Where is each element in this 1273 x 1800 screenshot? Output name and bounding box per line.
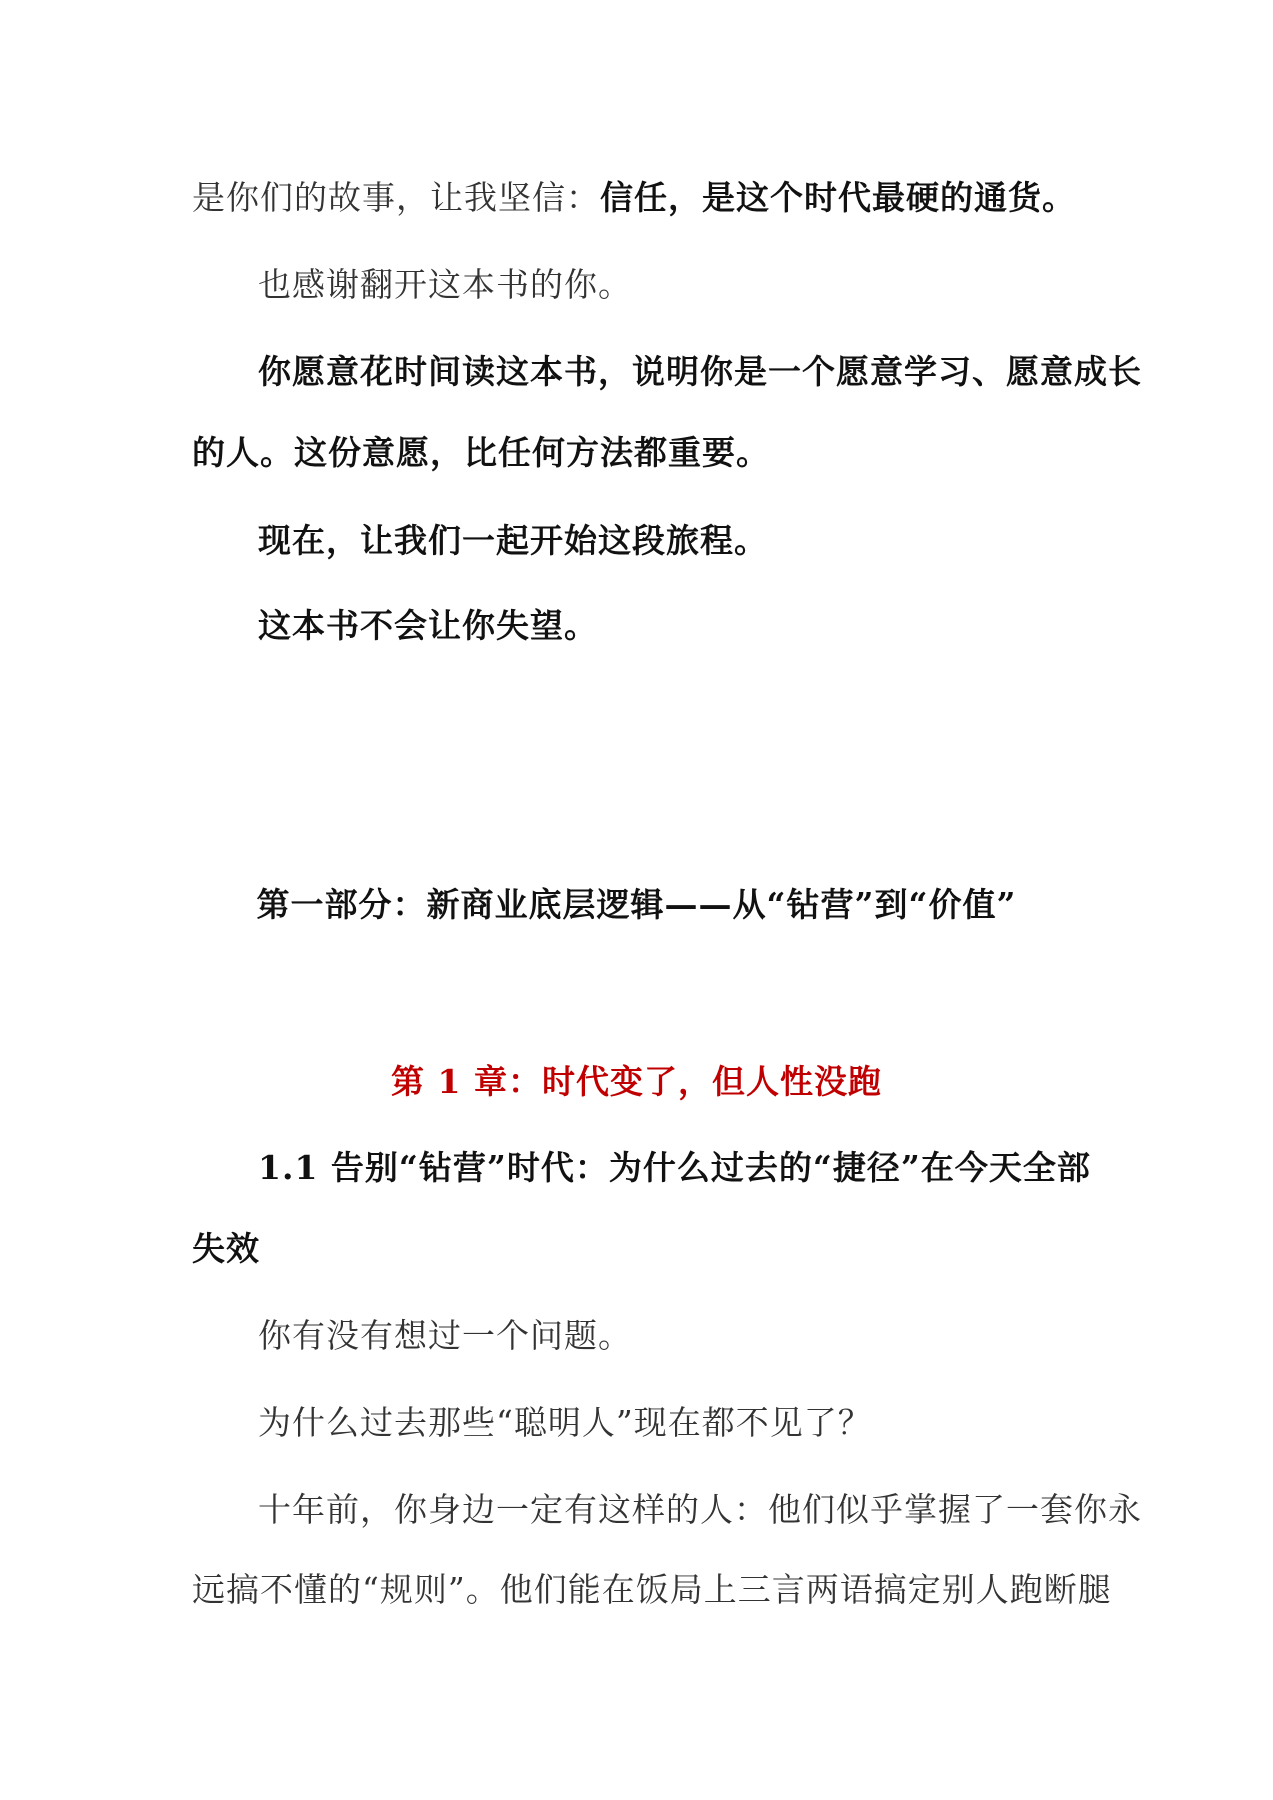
section-title-line1: 1.1 告别“钻营”时代：为什么过去的“捷径”在今天全部: [258, 1148, 1091, 1187]
paragraph-no-disappoint: 这本书不会让你失望。: [258, 606, 598, 645]
paragraph-trust: [192, 176, 1076, 220]
paragraph-trust-emphasis: 信任，是这个时代最硬的通货。: [600, 178, 1076, 217]
paragraph-willing-line2: 的人。这份意愿，比任何方法都重要。: [192, 433, 770, 472]
paragraph-thanks-reader: 也感谢翻开这本书的你。: [258, 265, 632, 304]
paragraph-trust-intro: 是你们的故事，让我坚信：: [192, 178, 600, 217]
body-paragraph-rules-line2: 远搞不懂的“规则”。他们能在饭局上三言两语搞定别人跑断腿: [192, 1570, 1112, 1609]
paragraph-willing-line1: 你愿意花时间读这本书，说明你是一个愿意学习、愿意成长: [258, 352, 1142, 391]
chapter-title: 第 1 章：时代变了，但人性没跑: [391, 1062, 882, 1101]
part-title: 第一部分：新商业底层逻辑——从“钻营”到“价值”: [256, 885, 1017, 924]
body-paragraph-smart-people: 为什么过去那些“聪明人”现在都不见了？: [258, 1403, 872, 1442]
section-title-line2: 失效: [192, 1229, 260, 1268]
body-paragraph-question: 你有没有想过一个问题。: [258, 1316, 632, 1355]
paragraph-start-journey: 现在，让我们一起开始这段旅程。: [258, 521, 768, 560]
body-paragraph-rules-line1: 十年前，你身边一定有这样的人：他们似乎掌握了一套你永: [258, 1490, 1142, 1529]
